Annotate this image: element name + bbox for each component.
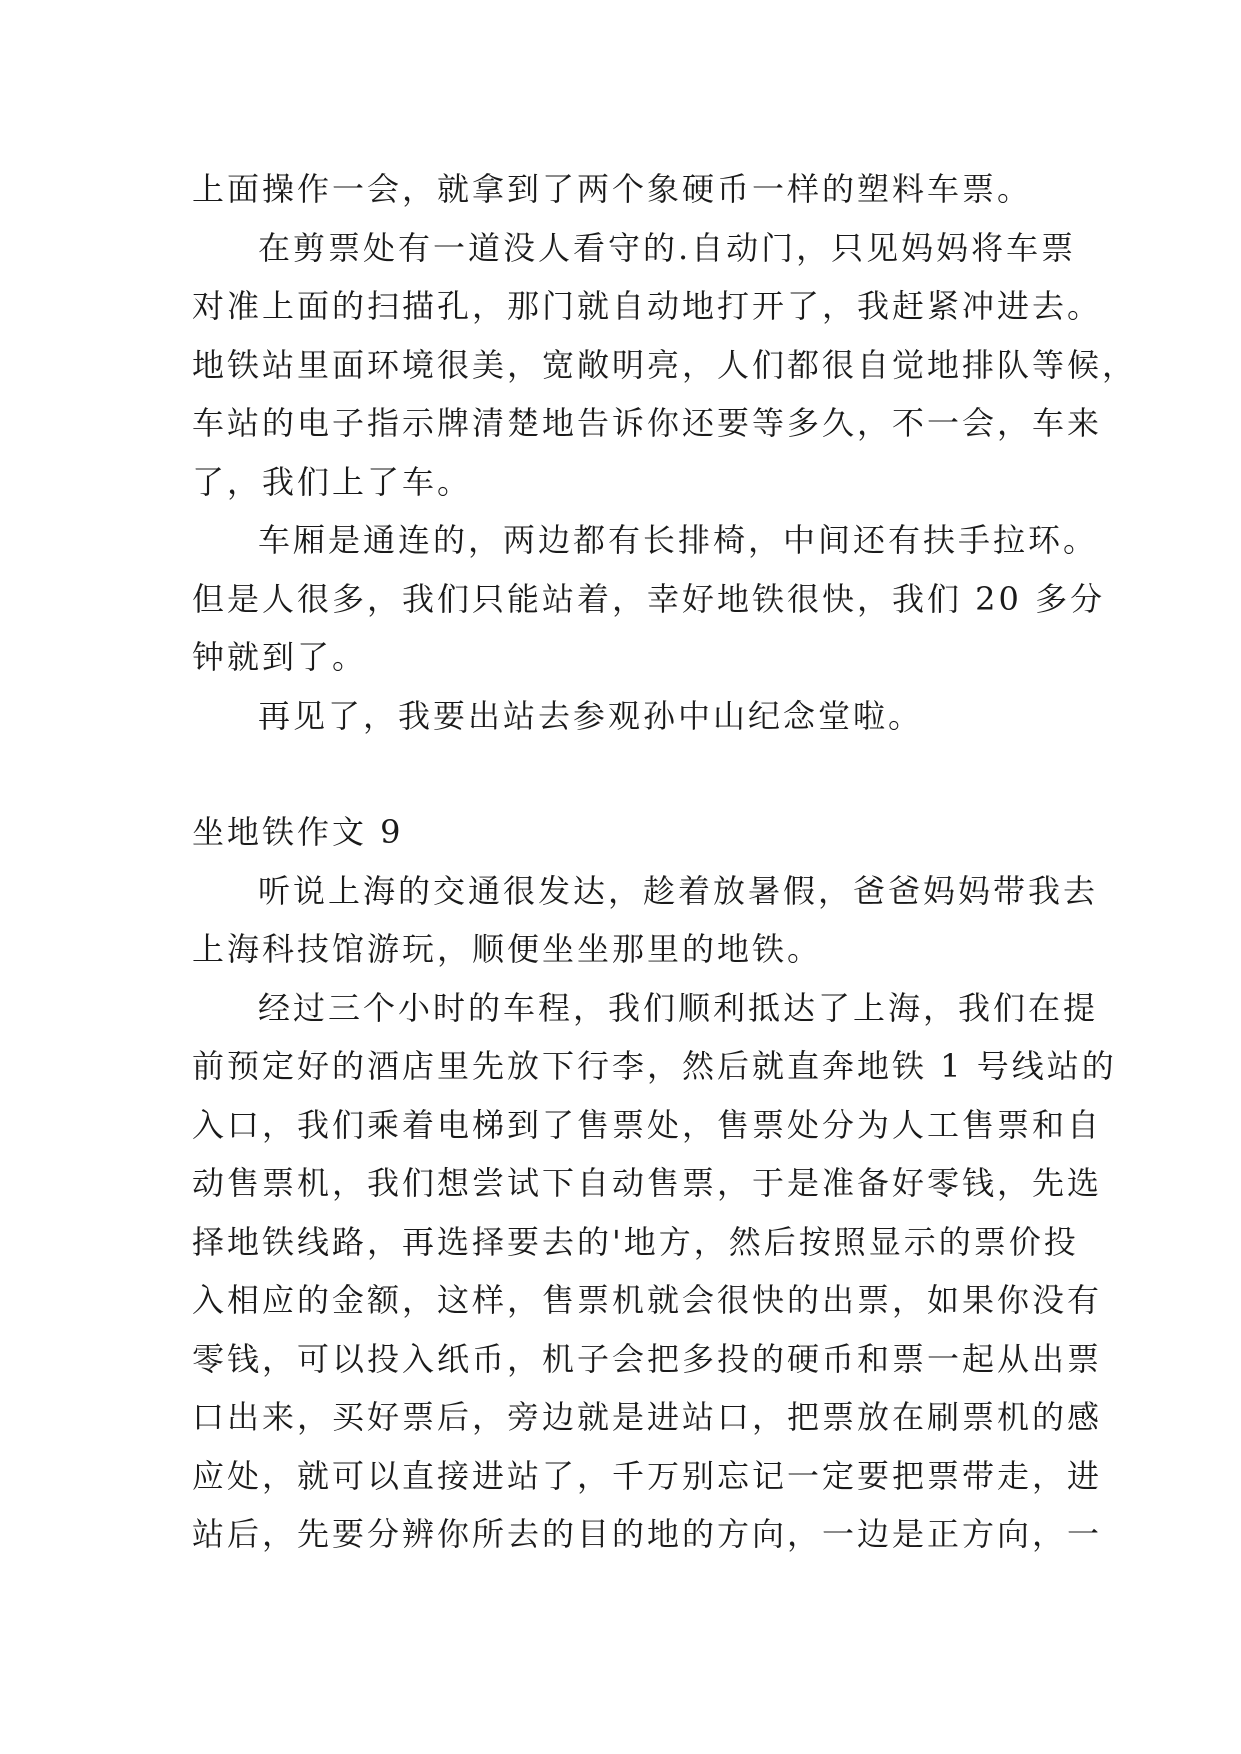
text-line: 再见了，我要出站去参观孙中山纪念堂啦。 — [258, 696, 924, 735]
paragraph-shanghai-journey — [192, 979, 1117, 1564]
text-line: 应处，就可以直接进站了，千万别忘记一定要把票带走，进 — [192, 1456, 1103, 1495]
text-line: 入口，我们乘着电梯到了售票处，售票处分为人工售票和自 — [192, 1105, 1103, 1144]
text-line: 前预定好的酒店里先放下行李，然后就直奔地铁 1 号线站的 — [192, 1047, 1117, 1085]
paragraph-carriage — [192, 511, 1106, 687]
paragraph-shanghai-intro — [192, 862, 1099, 979]
text-line: 但是人很多，我们只能站着，幸好地铁很快，我们 20 多分 — [192, 579, 1106, 618]
paragraph-automatic-gate — [192, 219, 1138, 512]
text-line: 动售票机，我们想尝试下自动售票，于是准备好零钱，先选 — [192, 1164, 1103, 1202]
text-line: 了，我们上了车。 — [192, 462, 473, 501]
text-line: 上海科技馆游玩，顺便坐坐那里的地铁。 — [192, 930, 823, 968]
paragraph-ticket-purchase — [192, 160, 1052, 219]
section-gap — [192, 745, 1052, 803]
text-line: 钟就到了。 — [192, 638, 368, 676]
text-line: 在剪票处有一道没人看守的.自动门，只见妈妈将车票 — [258, 228, 1077, 267]
essay-heading: 坐地铁作文 9 — [192, 813, 404, 851]
text-line: 入相应的金额，这样，售票机就会很快的出票，如果你没有 — [192, 1281, 1103, 1319]
text-line: 经过三个小时的车程，我们顺利抵达了上海，我们在提 — [258, 988, 1099, 1027]
text-line: 车站的电子指示牌清楚地告诉你还要等多久，不一会，车来 — [192, 404, 1103, 442]
text-line: 听说上海的交通很发达，趁着放暑假，爸爸妈妈带我去 — [258, 871, 1099, 910]
text-line: 择地铁线路，再选择要去的'地方，然后按照显示的票价投 — [192, 1222, 1079, 1261]
text-line: 对准上面的扫描孔，那门就自动地打开了，我赶紧冲进去。 — [192, 287, 1103, 325]
text-line: 上面操作一会，就拿到了两个象硬币一样的塑料车票。 — [192, 170, 1033, 208]
paragraph-farewell — [192, 687, 1052, 746]
text-line: 地铁站里面环境很美，宽敞明亮，人们都很自觉地排队等候， — [192, 345, 1138, 384]
text-line: 车厢是通连的，两边都有长排椅，中间还有扶手拉环。 — [258, 521, 1099, 559]
text-line: 口出来，买好票后，旁边就是进站口，把票放在刷票机的感 — [192, 1398, 1103, 1436]
text-line: 站后，先要分辨你所去的目的地的方向，一边是正方向，一 — [192, 1515, 1103, 1553]
document-page — [192, 160, 1138, 1564]
text-line: 零钱，可以投入纸币，机子会把多投的硬币和票一起从出票 — [192, 1339, 1103, 1378]
